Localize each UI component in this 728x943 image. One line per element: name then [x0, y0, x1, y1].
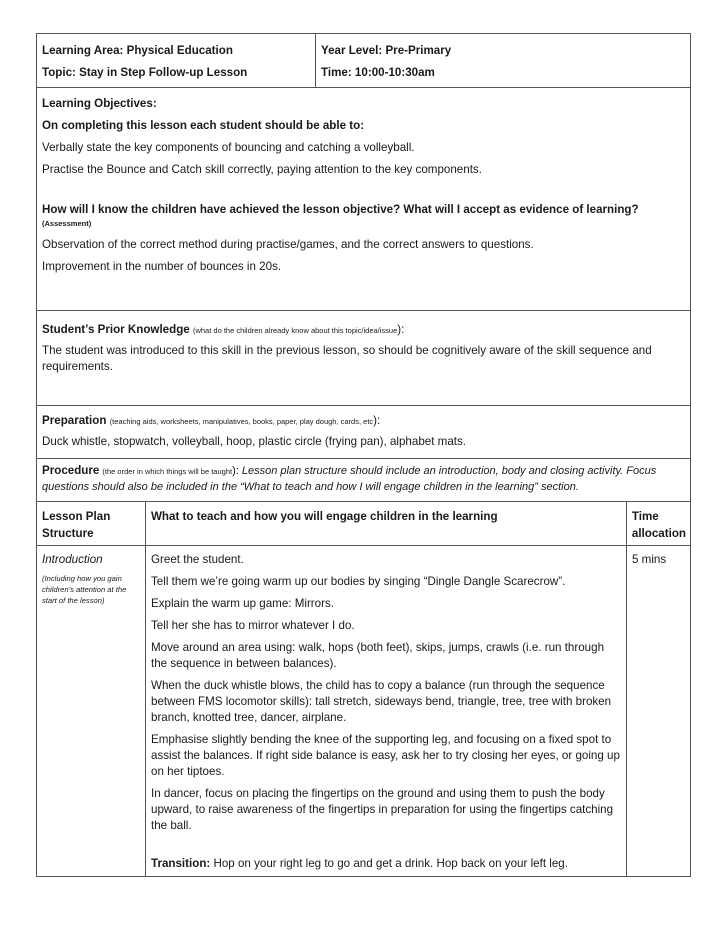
step-item: Move around an area using: walk, hops (both feet), skips, jumps, crawls (i.e. run through the sequence in between balances). — [151, 641, 605, 670]
learning-area: Learning Area: Physical Education — [42, 44, 233, 57]
objective-item: Practise the Bounce and Catch skill correctly, paying attention to the key components. — [42, 163, 482, 176]
step-item: Tell her she has to mirror whatever I do. — [151, 619, 355, 632]
preparation-heading: Preparation — [42, 414, 107, 427]
time-allocation: 5 mins — [632, 553, 667, 566]
assessment-label: (Assessment) — [42, 219, 92, 228]
stage-name: Introduction — [42, 553, 103, 566]
procedure-text: Lesson plan structure should include an introduction, body and closing activity. Focus questions should also be included in the “What to teach and how I will engage children in the learning” section. — [42, 465, 657, 493]
objectives-section — [36, 88, 691, 311]
procedure-heading: Procedure — [42, 464, 100, 477]
step-item: When the duck whistle blows, the child has to copy a balance (run through the sequence between FMS locomotor skills): tall stretch, sideways bend, triangle, tree, tree with broken branch, knotted tree, dancer, airplane. — [151, 679, 612, 724]
preparation-close: ): — [373, 414, 381, 427]
objective-item: Verbally state the key components of bouncing and catching a volleyball. — [42, 141, 415, 154]
procedure-note: (the order in which things will be taught — [102, 467, 233, 476]
procedure-close: ): — [232, 465, 239, 477]
col-structure-header: Lesson Plan Structure — [37, 502, 146, 545]
preparation-text: Duck whistle, stopwatch, volleyball, hoop, plastic circle (frying pan), alphabet mats. — [42, 435, 467, 448]
col-time-header: Time allocation — [631, 510, 687, 540]
year-level: Year Level: Pre-Primary — [321, 44, 452, 57]
steps-cell — [146, 546, 627, 876]
preparation-section — [36, 406, 691, 459]
table-row — [36, 546, 691, 877]
stage-note: (Including how you gain children’s attention at the start of the lesson) — [42, 574, 127, 605]
time-cell — [627, 546, 690, 876]
table-header — [36, 502, 691, 546]
preparation-note: (teaching aids, worksheets, manipulatives, books, paper, play dough, cards, etc — [109, 417, 374, 426]
prior-knowledge-section — [36, 311, 691, 406]
objectives-subheading: On completing this lesson each student should be able to: — [42, 119, 365, 132]
prior-knowledge-text: The student was introduced to this skill in the previous lesson, so should be cognitively aware of the skill sequence and requirements. — [42, 344, 652, 373]
col-teach-header: What to teach and how you will engage children in the learning — [146, 502, 627, 545]
step-item: Emphasise slightly bending the knee of the supporting leg, and focusing on a fixed spot to assist the balances. If right side balance is easy, ask her to try closing her eyes, or going up on her tiptoes. — [151, 733, 620, 778]
procedure-section — [36, 459, 691, 502]
header-right — [316, 34, 690, 87]
step-item: Explain the warm up game: Mirrors. — [151, 597, 334, 610]
transition-text: Hop on your right leg to go and get a drink. Hop back on your left leg. — [210, 857, 568, 870]
objectives-heading: Learning Objectives: — [42, 97, 157, 110]
step-item: In dancer, focus on placing the fingertips on the ground and using them to push the body upward, to raise awareness of the fingertips in preparation for using the fingertips catching the ball. — [151, 787, 614, 832]
assessment-question: How will I know the children have achieved the lesson objective? What will I accept as evidence of learning? — [42, 203, 639, 216]
assessment-item: Observation of the correct method during practise/games, and the correct answers to questions. — [42, 238, 534, 251]
prior-knowledge-note: (what do the children already know about this topic/idea/issue — [192, 326, 398, 335]
prior-knowledge-heading: Student’s Prior Knowledge — [42, 323, 190, 336]
lesson-plan — [36, 33, 691, 877]
lesson-header — [36, 33, 691, 88]
step-item: Greet the student. — [151, 553, 244, 566]
header-left — [37, 34, 316, 87]
step-item: Tell them we’re going warm up our bodies by singing “Dingle Dangle Scarecrow”. — [151, 575, 566, 588]
transition-label: Transition: — [151, 857, 211, 870]
prior-knowledge-close: ): — [397, 323, 405, 336]
assessment-item: Improvement in the number of bounces in 20s. — [42, 260, 282, 273]
stage-cell — [37, 546, 146, 876]
lesson-time: Time: 10:00-10:30am — [321, 66, 435, 79]
topic: Topic: Stay in Step Follow-up Lesson — [42, 66, 248, 79]
